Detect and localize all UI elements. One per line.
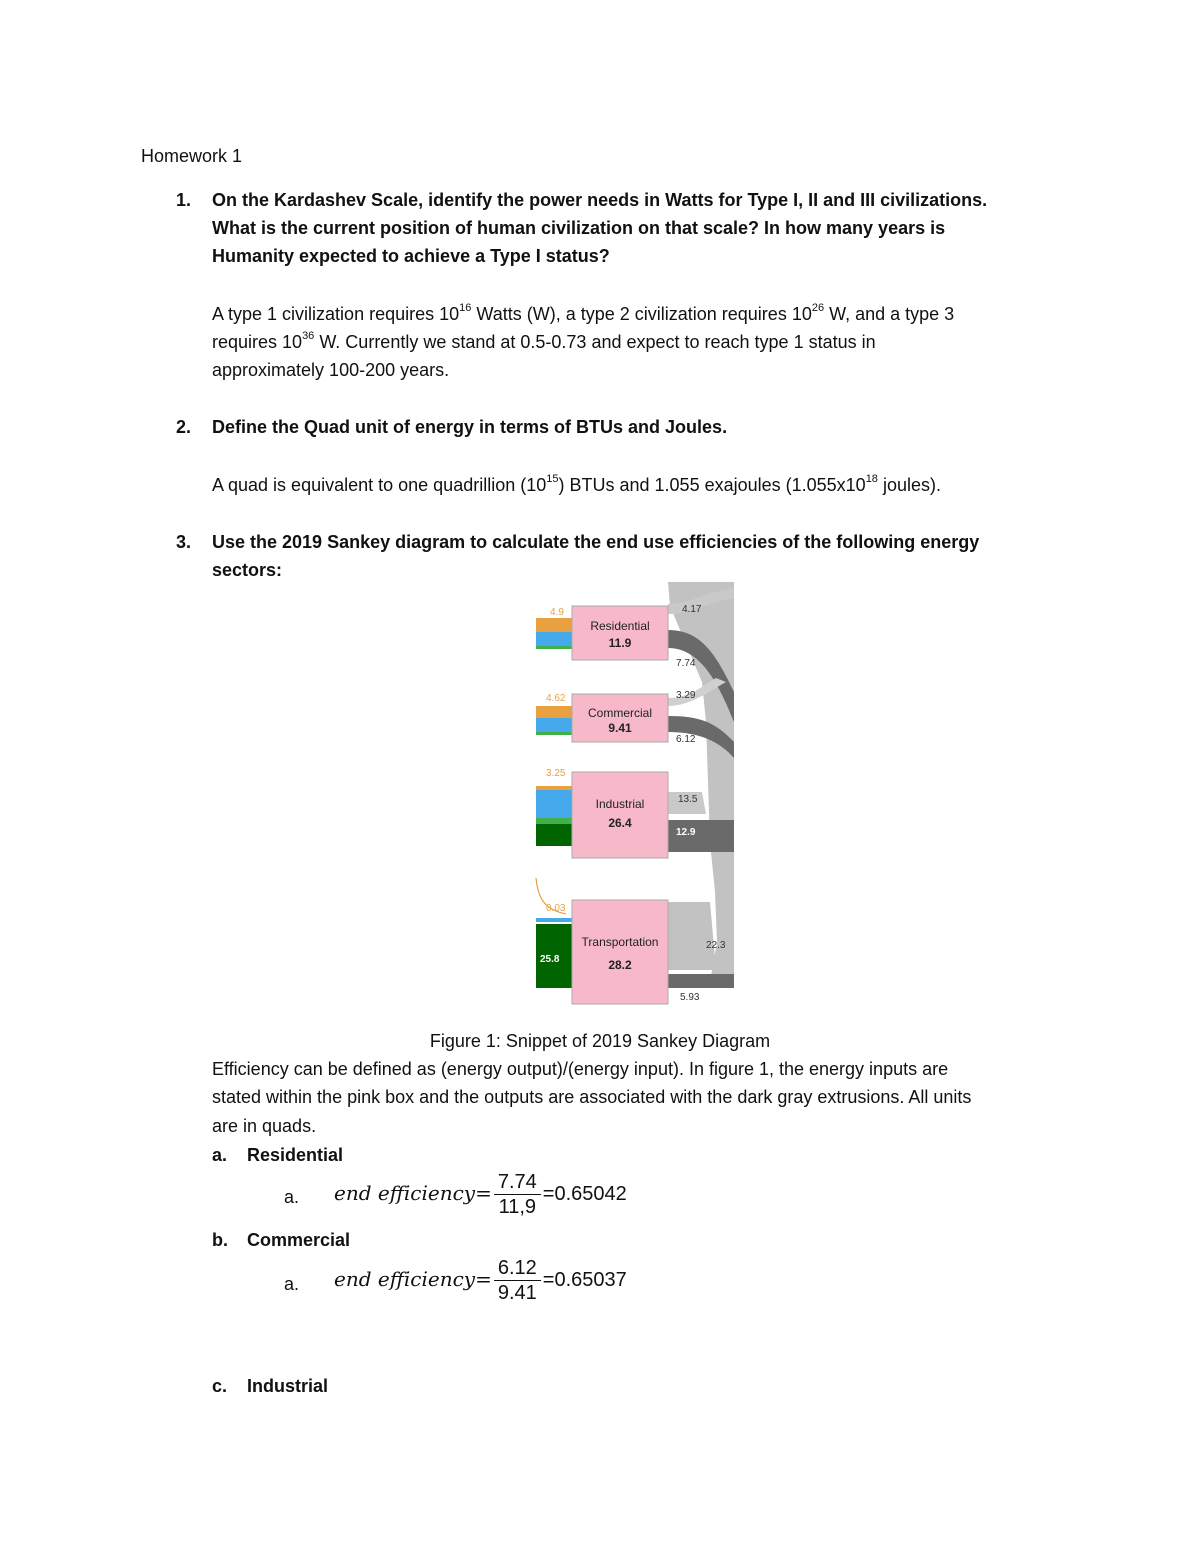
commercial-blue-bar (536, 718, 572, 732)
q2-number: 2. (176, 417, 192, 437)
part-c-letter: c. (212, 1376, 228, 1396)
industrial-lightgreen-bar (536, 818, 572, 824)
q1-answer-line3: approximately 100-200 years. (212, 360, 450, 380)
residential-blue-bar (536, 632, 572, 646)
transportation-in-label-2: 25.8 (540, 954, 560, 965)
q1-number: 1. (176, 190, 192, 210)
q2-line1: Define the Quad unit of energy in terms of BTUs and Joules. (212, 417, 728, 437)
commercial-rejected: 3.29 (676, 690, 696, 701)
industrial-blue-bar (536, 790, 572, 818)
transportation-services-flow (668, 974, 734, 988)
q1-line3: Humanity expected to achieve a Type I status? (212, 246, 610, 266)
commercial-in-label: 4.62 (546, 693, 566, 704)
industrial-services: 12.9 (676, 827, 696, 838)
transportation-blue-bar (536, 918, 572, 922)
commercial-eq-lhs: end efficiency= (334, 1267, 492, 1291)
q1-line2: What is the current position of human civilization on that scale? In how many years is (212, 218, 946, 238)
doc-title: Homework 1 (141, 146, 243, 166)
residential-in-label: 4.9 (550, 607, 564, 618)
residential-box (572, 606, 668, 660)
q3-line1: Use the 2019 Sankey diagram to calculate the end use efficiencies of the following energy (212, 532, 980, 552)
para-line1: Efficiency can be defined as (energy output)/(energy input). In figure 1, the energy inputs are (212, 1059, 949, 1079)
industrial-box (572, 772, 668, 858)
q1-answer-line2: requires $10^{36}$ W. Currently we stand at 0.5-0.73 and expect to reach type 1 status in (212, 330, 876, 352)
industrial-input: 26.4 (608, 816, 632, 830)
commercial-name: Commercial (587, 706, 653, 720)
industrial-in-label: 3.25 (546, 768, 566, 779)
transportation-rejected-flow (668, 902, 716, 970)
q1-answer-line1: A type 1 civilization requires $10^{16}$ Watts (W), a type 2 civilization requires $10^{26}$ W, and a type 3 (212, 302, 955, 324)
commercial-green-bar (536, 732, 572, 735)
transportation-services: 5.93 (680, 992, 700, 1003)
commercial-numerator: 6.12 (494, 1256, 541, 1281)
part-c-label: Industrial (247, 1376, 329, 1396)
residential-fraction (494, 1170, 541, 1219)
part-a-sub-letter: a. (284, 1187, 300, 1207)
part-b-sub-letter: a. (284, 1274, 300, 1294)
residential-green-bar (536, 646, 572, 649)
part-b-letter: b. (212, 1230, 228, 1250)
industrial-rejected: 13.5 (678, 794, 698, 805)
transportation-input: 28.2 (608, 958, 632, 972)
residential-orange-bar (536, 618, 572, 632)
q1-line1: On the Kardashev Scale, identify the power needs in Watts for Type I, II and III civilizations. (212, 190, 988, 210)
residential-denominator: 11,9 (498, 1196, 537, 1218)
residential-input: 11.9 (608, 636, 632, 650)
transportation-name: Transportation (581, 935, 659, 949)
para-line2: stated within the pink box and the outputs are associated with the dark gray extrusions. All units (212, 1087, 972, 1107)
commercial-orange-bar (536, 706, 572, 718)
industrial-name: Industrial (595, 797, 645, 811)
commercial-input: 9.41 (608, 721, 632, 735)
residential-equation (334, 1170, 627, 1219)
sankey-diagram (530, 582, 740, 1008)
residential-services: 7.74 (676, 658, 696, 669)
industrial-green-bar (536, 824, 572, 846)
transportation-rejected: 22.3 (706, 940, 726, 951)
transportation-in-label: 0.03 (546, 903, 566, 914)
commercial-fraction (494, 1256, 541, 1305)
q3-line2: sectors: (212, 560, 283, 580)
part-b-label: Commercial (247, 1230, 351, 1250)
part-a-letter: a. (212, 1145, 228, 1165)
residential-eq-lhs: end efficiency= (334, 1181, 492, 1205)
commercial-equation (334, 1256, 627, 1305)
part-a-label: Residential (247, 1145, 344, 1165)
industrial-orange-bar (536, 786, 572, 790)
q3-number: 3. (176, 532, 192, 552)
commercial-denominator: 9.41 (497, 1282, 537, 1304)
residential-name: Residential (590, 619, 650, 633)
residential-rejected: 4.17 (682, 604, 702, 615)
residential-numerator: 7.74 (494, 1170, 541, 1195)
residential-result: =0.65042 (542, 1183, 627, 1205)
para-line3: are in quads. (212, 1116, 317, 1136)
transportation-box (572, 900, 668, 1004)
commercial-result: =0.65037 (542, 1269, 627, 1291)
q2-answer: A quad is equivalent to one quadrillion $(10^{15})$ BTUs and 1.055 exajoules ($1.055x10^{18}$ joules). (212, 473, 941, 495)
commercial-services: 6.12 (676, 734, 696, 745)
figure-caption: Figure 1: Snippet of 2019 Sankey Diagram (429, 1031, 771, 1051)
